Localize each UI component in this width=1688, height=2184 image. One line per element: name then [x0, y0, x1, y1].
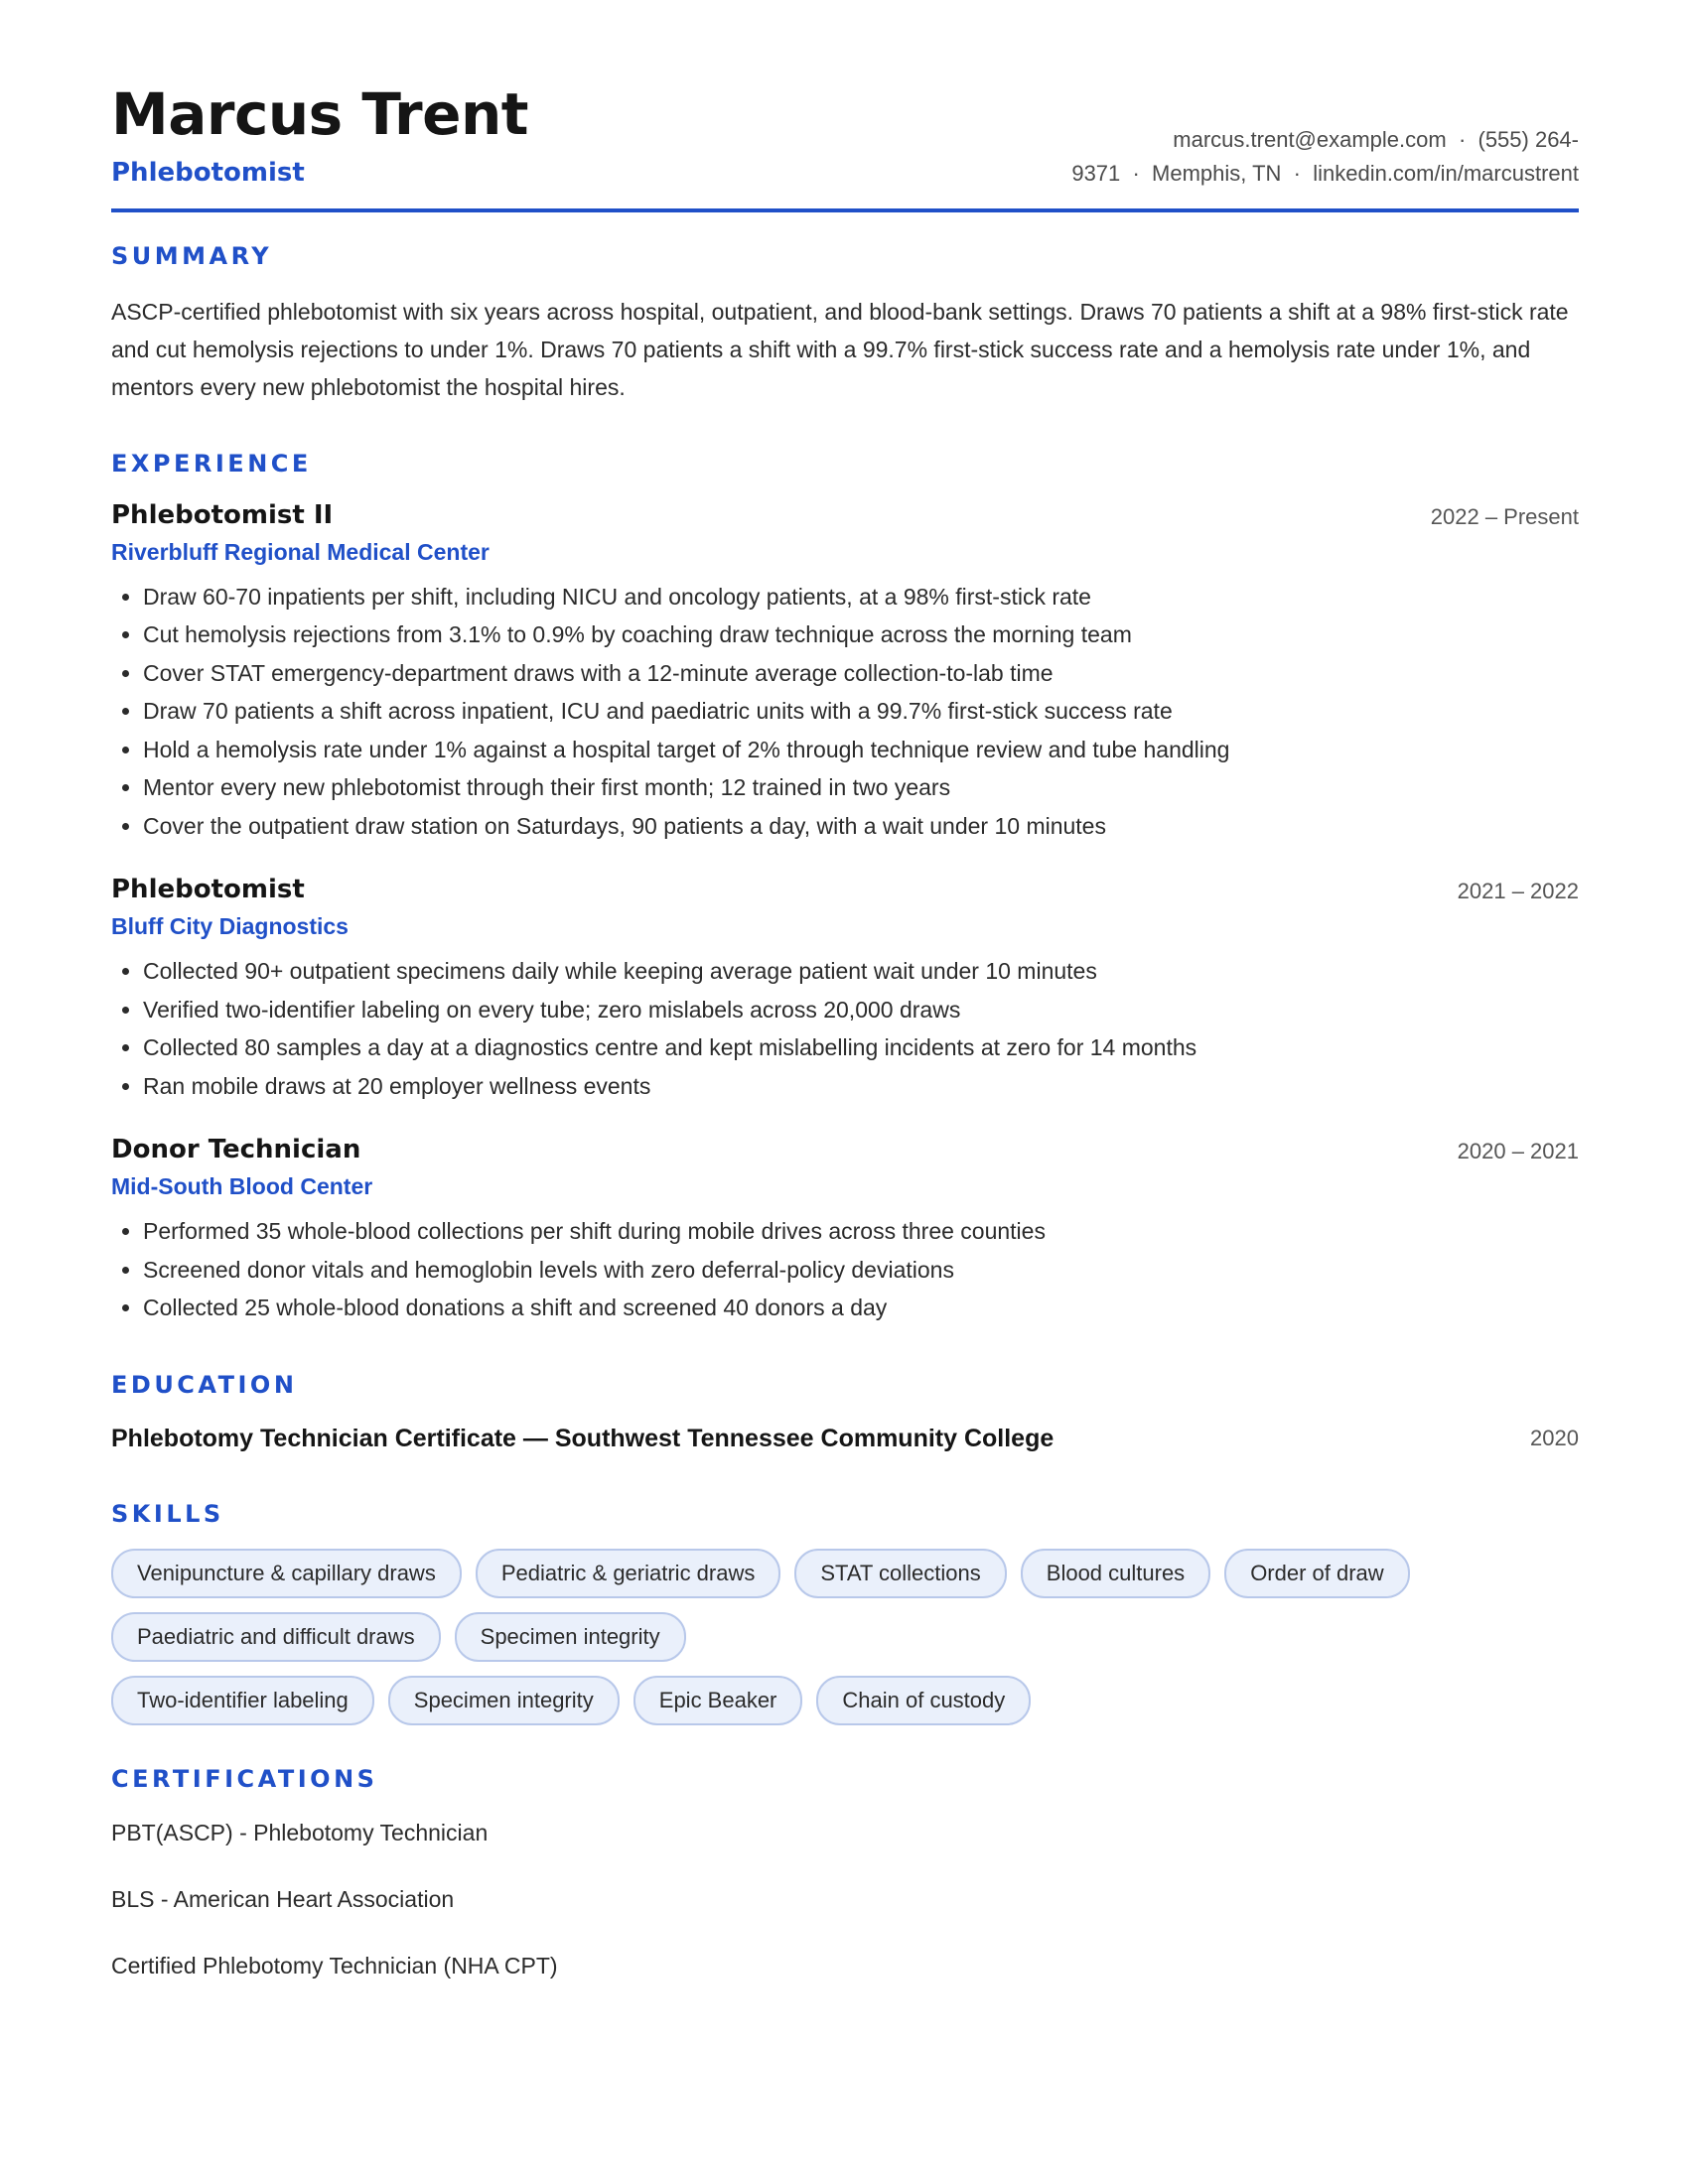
job-employer: Mid-South Blood Center [111, 1173, 373, 1200]
bullet-item: • Hold a hemolysis rate under 1% against a hospital target of 2% through technique review and tube handling [143, 731, 1579, 769]
job-bullets [111, 1212, 1579, 1327]
bullet-item: • Cut hemolysis rejections from 3.1% to 0.9% by coaching draw technique across the morning team [143, 615, 1579, 654]
bullet-item: • Performed 35 whole-blood collections per shift during mobile drives across three counties [143, 1212, 1579, 1251]
contact-line-1: marcus.trent@example.com · (555) 264- [1173, 127, 1579, 152]
bullet-item: • Cover STAT emergency-department draws with a 12-minute average collection-to-lab time [143, 654, 1579, 693]
education-section [111, 1371, 1579, 1459]
skill-chip: Blood cultures [1021, 1549, 1210, 1598]
summary-text: ASCP-certified phlebotomist with six years across hospital, outpatient, and blood-bank settings. Draws 70 patients a shift at a 98% first-stick rate and cut hemolysis rejections to under 1%. Draws 70 patients a shift with a 99.7% first-stick success rate and a hemolysis rate under 1%, and mentors every new phlebotomist the hospital hires. [111, 298, 1569, 400]
job-dates: 2021 – 2022 [1457, 879, 1579, 904]
bullet-item: • Draw 70 patients a shift across inpatient, ICU and paediatric units with a 99.7% first-stick success rate [143, 692, 1579, 731]
bullet-item: • Ran mobile draws at 20 employer wellness events [143, 1067, 1579, 1106]
certification-item: BLS - American Heart Association [111, 1885, 455, 1912]
certification-item: Certified Phlebotomy Technician (NHA CPT) [111, 1952, 558, 1979]
skill-chip: Two-identifier labeling [111, 1676, 374, 1725]
job-title: Phlebotomist II [111, 499, 334, 530]
education-year: 2020 [1530, 1426, 1579, 1451]
contact-info [1023, 123, 1579, 191]
candidate-name: Marcus Trent [111, 80, 528, 148]
certification-item: PBT(ASCP) - Phlebotomy Technician [111, 1819, 489, 1845]
job-title: Phlebotomist [111, 875, 305, 905]
bullet-item: • Draw 60-70 inpatients per shift, including NICU and oncology patients, at a 98% first-stick rate [143, 578, 1579, 616]
bullet-item: • Cover the outpatient draw station on Saturdays, 90 patients a day, with a wait under 10 minutes [143, 807, 1579, 846]
certifications-section [111, 1765, 1579, 1982]
job-employer: Riverbluff Regional Medical Center [111, 538, 490, 565]
bullet-item: • Screened donor vitals and hemoglobin levels with zero deferral-policy deviations [143, 1251, 1579, 1290]
skill-chip: Paediatric and difficult draws [111, 1612, 441, 1662]
bullet-item: • Mentor every new phlebotomist through their first month; 12 trained in two years [143, 768, 1579, 807]
skill-chip: Specimen integrity [455, 1612, 686, 1662]
bullet-item: • Collected 80 samples a day at a diagnostics centre and kept mislabelling incidents at zero for 14 months [143, 1028, 1579, 1067]
certifications-heading: CERTIFICATIONS [111, 1765, 378, 1794]
skills-group-2 [111, 1676, 1579, 1725]
bullet-item: • Verified two-identifier labeling on every tube; zero mislabels across 20,000 draws [143, 991, 1579, 1029]
skill-chip: Venipuncture & capillary draws [111, 1549, 462, 1598]
contact-line-2: 9371 · Memphis, TN · linkedin.com/in/marcustrent [1071, 161, 1579, 186]
skill-chip: Specimen integrity [388, 1676, 620, 1725]
resume-page [111, 79, 1579, 2015]
job-bullets [111, 952, 1579, 1105]
candidate-role: Phlebotomist [111, 158, 305, 188]
job-header [111, 871, 1579, 908]
skill-chip: Order of draw [1224, 1549, 1410, 1598]
bullet-item: • Collected 25 whole-blood donations a shift and screened 40 donors a day [143, 1289, 1579, 1327]
skills-section [111, 1500, 1579, 1725]
education-degree: Phlebotomy Technician Certificate — Southwest Tennessee Community College [111, 1425, 1055, 1453]
job-dates: 2022 – Present [1430, 503, 1579, 529]
summary-section [111, 242, 1579, 406]
job-entry [111, 1131, 1579, 1327]
skill-chip: Pediatric & geriatric draws [476, 1549, 781, 1598]
job-bullets [111, 578, 1579, 846]
job-dates: 2020 – 2021 [1457, 1139, 1579, 1164]
job-title: Donor Technician [111, 1135, 361, 1165]
skill-chip: STAT collections [794, 1549, 1006, 1598]
education-heading: EDUCATION [111, 1370, 298, 1399]
job-header [111, 1131, 1579, 1168]
skill-chip: Epic Beaker [633, 1676, 803, 1725]
job-entry [111, 496, 1579, 846]
job-header [111, 496, 1579, 534]
experience-heading: EXPERIENCE [111, 449, 312, 478]
education-entry [111, 1419, 1579, 1458]
summary-heading: SUMMARY [111, 242, 273, 270]
bullet-item: • Collected 90+ outpatient specimens daily while keeping average patient wait under 10 minutes [143, 952, 1579, 991]
skills-group-1 [111, 1549, 1579, 1662]
job-entry [111, 871, 1579, 1105]
experience-section [111, 450, 1579, 1327]
job-employer: Bluff City Diagnostics [111, 913, 349, 940]
resume-header [111, 79, 1579, 212]
skills-heading: SKILLS [111, 1500, 224, 1529]
skill-chip: Chain of custody [816, 1676, 1031, 1725]
